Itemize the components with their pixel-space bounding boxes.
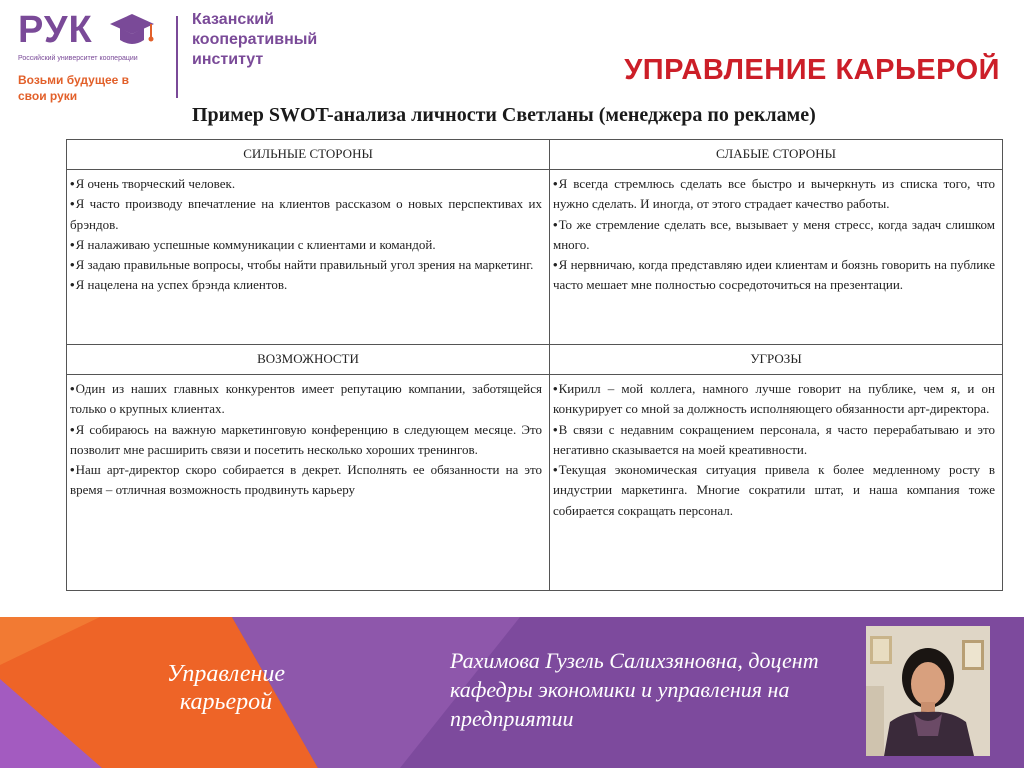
footer-author: Рахимова Гузель Салихзяновна, доцент кафедры экономики и управления на предприятии [450,648,819,731]
strength-item: • Я налаживаю успешные коммуникации с клиентами и командой. [70,235,542,255]
threat-item: • Кирилл – мой коллега, намного лучше говорит на публике, чем я, и он конкурирует со мной за должность исполняющего обязанности арт-директора. [553,379,995,420]
weakness-item: • То же стремление сделать все, вызывает у меня стресс, когда задач слишком много. [553,215,995,256]
opportunities-list [70,379,542,501]
strengths-header: СИЛЬНЫЕ СТОРОНЫ [67,140,550,170]
opportunity-item: • Наш арт-директор скоро собирается в декрет. Исполнять ее обязанности на это время – отличная возможность продвинуть карьеру [70,460,542,501]
weaknesses-header: СЛАБЫЕ СТОРОНЫ [550,140,1003,170]
strength-item: • Я нацелена на успех брэнда клиентов. [70,275,542,295]
weakness-item: • Я нервничаю, когда представляю идеи клиентам и боязнь говорить на публике часто мешает мне полностью сосредоточиться на презентации. [553,255,995,296]
threats-header: УГРОЗЫ [550,345,1003,375]
threats-cell [550,375,1003,591]
logo-institute-name: Казанский кооперативный институт [192,11,318,68]
logo-divider [176,16,178,98]
weaknesses-list [553,174,995,296]
strength-item: • Я очень творческий человек. [70,174,542,194]
page-title: УПРАВЛЕНИЕ КАРЬЕРОЙ [624,54,1000,86]
threat-item: • В связи с недавним сокращением персонала, я часто перерабатываю и это негативно сказывается на моей креативности. [553,420,995,461]
weaknesses-cell [550,170,1003,345]
logo-abbreviation: РУК [18,9,93,51]
strength-item: • Я задаю правильные вопросы, чтобы найти правильный угол зрения на маркетинг. [70,255,542,275]
institute-logo [16,8,326,108]
author-portrait-image [866,626,990,756]
author-photo [866,626,990,756]
threats-list [553,379,995,521]
strengths-list [70,174,542,296]
threat-item: • Текущая экономическая ситуация привела к более медленному росту в индустрии маркетинга. Многие сократили штат, и наша компания тоже собирается сокращать персонал. [553,460,995,521]
footer-course-name: Управление карьерой [166,661,286,715]
slide-subtitle: Пример SWOT-анализа личности Светланы (менеджера по рекламе) [192,104,816,126]
logo-slogan: Возьми будущее в свои руки [18,73,130,103]
swot-table [66,139,1003,591]
logo-university-name: Российский университет кооперации [18,55,138,62]
opportunity-item: • Я собираюсь на важную маркетинговую конференцию в следующем месяце. Это позволит мне расширить связи и посетить несколько хороших тренингов. [70,420,542,461]
opportunities-header: ВОЗМОЖНОСТИ [67,345,550,375]
strengths-cell [67,170,550,345]
opportunities-cell [67,375,550,591]
weakness-item: • Я всегда стремлюсь сделать все быстро и вычеркнуть из списка того, что нужно сделать. И иногда, от этого страдает качество работы. [553,174,995,215]
strength-item: • Я часто производу впечатление на клиентов рассказом о новых перспективах их брэндов. [70,194,542,235]
opportunity-item: • Один из наших главных конкурентов имеет репутацию компании, заботящейся только о крупных клиентах. [70,379,542,420]
graduation-cap-icon [108,10,156,54]
